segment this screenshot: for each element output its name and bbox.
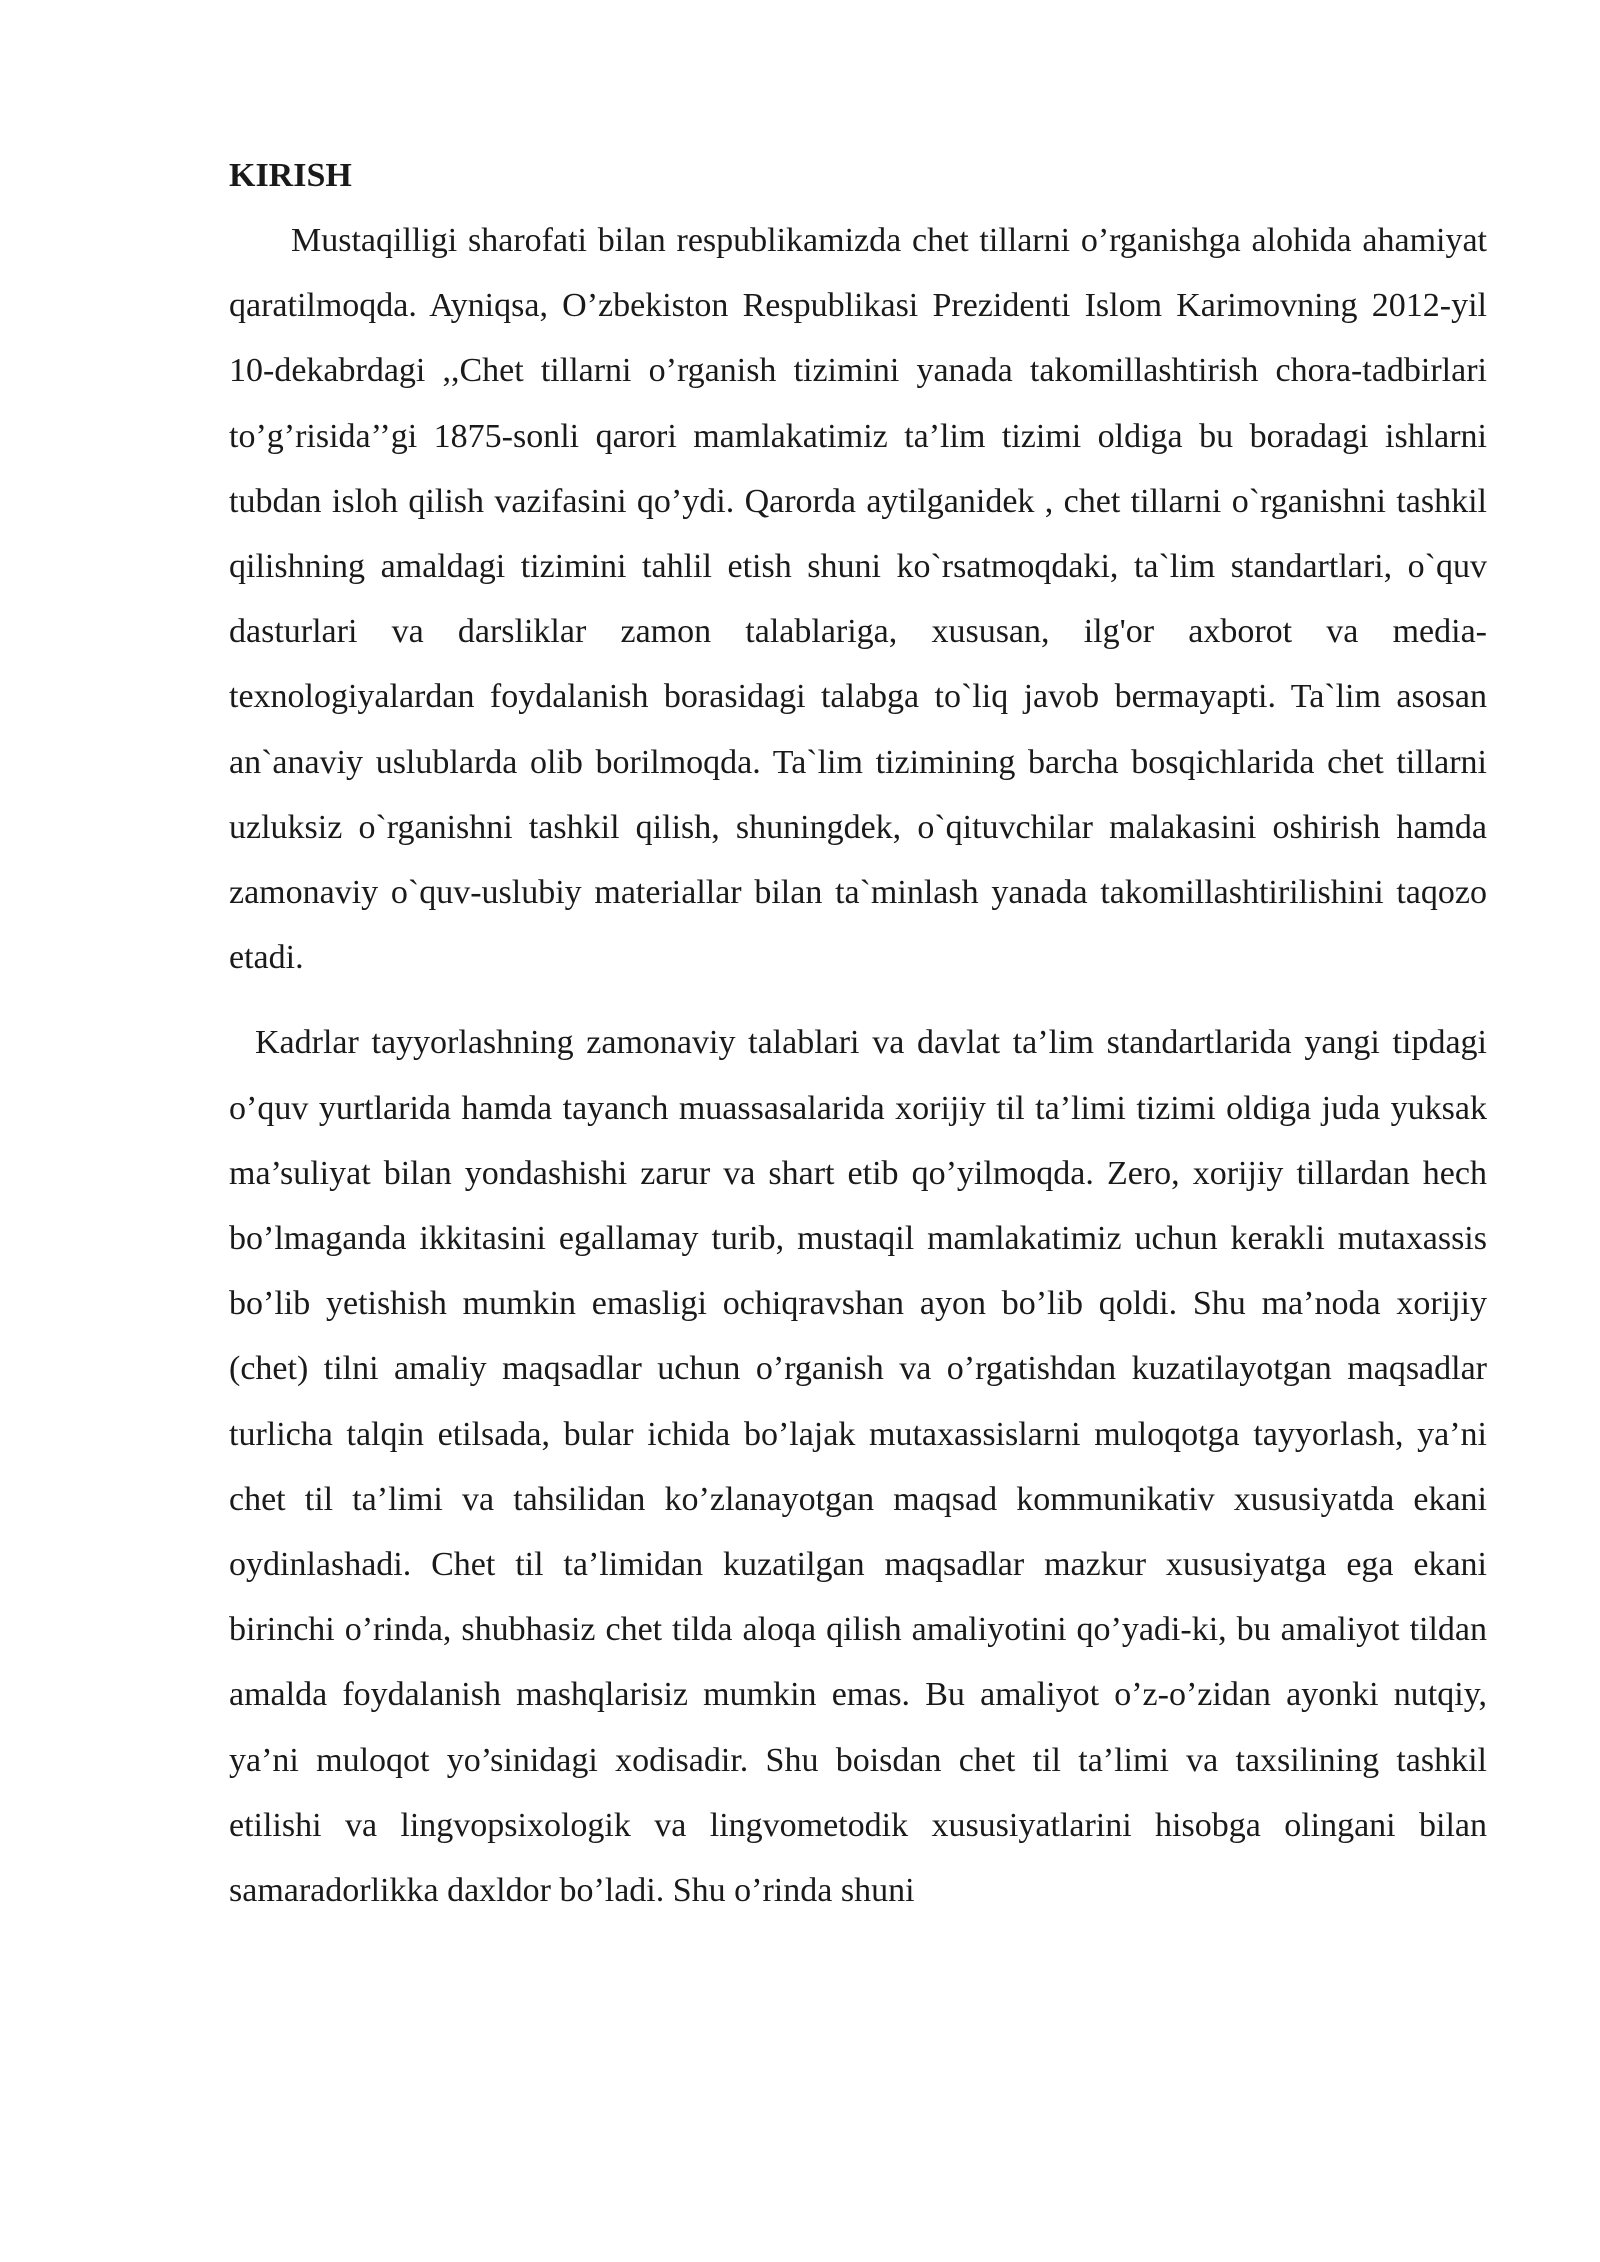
paragraph-2: Kadrlar tayyorlashning zamonaviy talablari va davlat ta’lim standartlarida yangi tipdagi o’quv yurtlarida hamda tayanch muassasalarida xorijiy til ta’limi tizimi oldiga juda yuksak ma’suliyat bilan yondashishi zarur va shart etib qo’yilmoqda. Zero, xorijiy tillardan hech bo’lmaganda ikkitasini egallamay turib, mustaqil mamlakatimiz uchun kerakli mutaxassis bo’lib yetishish mumkin emasligi ochiqravshan ayon bo’lib qoldi. Shu ma’noda xorijiy (chet) tilni amaliy maqsadlar uchun o’rganish va o’rgatishdan kuzatilayotgan maqsadlar turlicha talqin etilsada, bular ichida bo’lajak mutaxassislarni muloqotga tayyorlash, ya’ni chet til ta’limi va tahsilidan ko’zlanayotgan maqsad kommunikativ xususiyatda ekani oydinlashadi. Chet til ta’limidan kuzatilgan maqsadlar mazkur xususiyatga ega ekani birinchi o’rinda, shubhasiz chet tilda aloqa qilish amaliyotini qo’yadi-ki, bu amaliyot tildan amalda foydalanish mashqlarisiz mumkin emas. Bu amaliyot o’z-o’zidan ayonki nutqiy, ya’ni muloqot yo’sinidagi xodisadir. Shu boisdan chet til ta’limi va taxsilining tashkil etilishi va lingvopsixologik va lingvometodik xususiyatlarini hisobga olingani bilan samaradorlikka daxldor bo’ladi. Shu o’rinda shuni [229,1024,1487,1910]
document-heading: KIRISH [229,157,352,194]
document-page [229,146,1487,1923]
paragraph-1: Mustaqilligi sharofati bilan respublikamizda chet tillarni o’rganishga alohida ahamiyat qaratilmoqda. Ayniqsa, O’zbekiston Respublikasi Prezidenti Islom Karimovning 2012-yil 10-dekabrdagi ,,Chet tillarni o’rganish tizimini yanada takomillashtirish chora-tadbirlari to’g’risida’’gi 1875-sonli qarori mamlakatimiz ta’lim tizimi oldiga bu boradagi ishlarni tubdan isloh qilish vazifasini qo’ydi. Qarorda aytilganidek , chet tillarni o`rganishni tashkil qilishning amaldagi tizimini tahlil etish shuni ko`rsatmoqdaki, ta`lim standartlari, o`quv dasturlari va darsliklar zamon talablariga, xususan, ilg'or axborot va media-texnologiyalardan foydalanish borasidagi talabga to`liq javob bermayapti. Ta`lim asosan an`anaviy uslublarda olib borilmoqda. Ta`lim tizimining barcha bosqichlarida chet tillarni uzluksiz o`rganishni tashkil qilish, shuningdek, o`qituvchilar malakasini oshirish hamda zamonaviy o`quv-uslubiy materiallar bilan ta`minlash yanada takomillashtirilishini taqozo etadi. [229,222,1487,977]
